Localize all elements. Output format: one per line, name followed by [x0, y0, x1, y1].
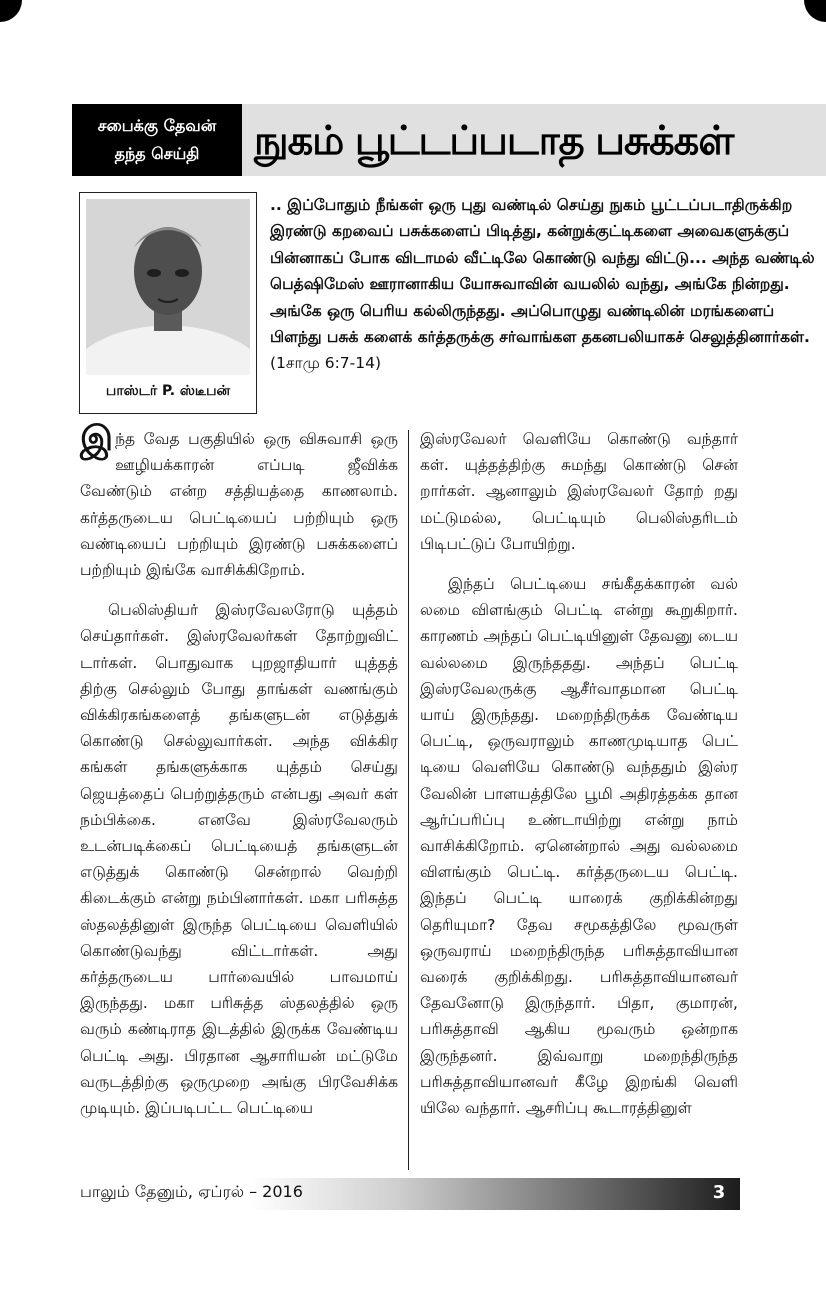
corner-mark-top-right: [804, 0, 826, 22]
corner-mark-top-left: [0, 0, 22, 22]
footer-publication: பாலும் தேனும், ஏப்ரல் – 2016: [80, 1182, 303, 1201]
left-paragraph-1: [80, 419, 398, 583]
footer-gradient-bar: [250, 1178, 740, 1210]
column-divider: [408, 430, 409, 1170]
author-photo-frame: [79, 192, 257, 414]
left-paragraph-1-text: ந்த வேத பகுதியில் ஒரு விசுவாசி ஒரு ஊழியக்காரன் எப்படி ஜீவிக்க வேண்டும் என்ற சத்தியத்தை காணலாம். கர்த்தருடைய பெட்டியைப் பற்றியும் ஒரு வண்டியைப் பற்றியும் இரண்டு பசுக்களைப் பற்றியும் இங்கே வாசிக்கிறோம்.: [80, 430, 398, 580]
page-number: 3: [712, 1182, 726, 1203]
article-column-left: [80, 419, 398, 1135]
article-title: நுகம் பூட்டப்படாத பசுக்கள்: [254, 118, 734, 164]
left-paragraph-2: பெலிஸ்தியர் இஸ்ரவேலரோடு யுத்தம் செய்தார்கள். இஸ்ரவேலர்கள் தோற்றுவிட் டார்கள். பொதுவாக புறஜாதியார் யுத்தத் திற்கு செல்லும் போது தாங்கள் வணங்கும் விக்கிரகங்களைத் தங்களுடன் எடுத்துக் கொண்டு செல்லுவார்கள். அந்த விக்கிர கங்கள் தங்களுக்காக யுத்தம் செய்து ஜெயத்தைப் பெற்றுத்தரும் என்பது அவர் கள் நம்பிக்கை. எனவே இஸ்ரவேலரும் உடன்படிக்கைப் பெட்டியைத் தங்களுடன் எடுத்துக் கொண்டு சென்றால் வெற்றி கிடைக்கும் என்று நம்பினார்கள். மகா பரிசுத்த ஸ்தலத்தினுள் இருந்த பெட்டியை வெளியில் கொண்டுவந்து விட்டார்கள். அது கர்த்தருடைய பார்வையில் பாவமாய் இருந்தது. மகா பரிசுத்த ஸ்தலத்தில் ஒரு வரும் கண்டிராத இடத்தில் இருக்க வேண்டிய பெட்டி அது. பிரதான ஆசாரியன் மட்டுமே வருடத்திற்கு ஒருமுறை அங்கு பிரவேசிக்க முடியும். இப்படிபட்ட பெட்டியை: [80, 601, 398, 1118]
drop-cap: இ: [80, 419, 114, 459]
section-badge-line2: தந்த செய்தி: [114, 144, 200, 163]
author-caption: பாஸ்டர் P. ஸ்டீபன்: [105, 383, 231, 399]
right-paragraph-1: இஸ்ரவேலர் வெளியே கொண்டு வந்தார் கள். யுத்தத்திற்கு சுமந்து கொண்டு சென் றார்கள். ஆனாலும் இஸ்ரவேலர் தோற் றது மட்டுமல்ல, பெட்டியும் பெலிஸ்தரிடம் பிடிபட்டுப் போயிற்று.: [420, 430, 738, 553]
article-column-right: [420, 426, 738, 1135]
author-portrait-icon: [86, 199, 250, 375]
scripture-quote: [270, 192, 822, 377]
scripture-reference: (1சாமு 6:7-14): [270, 354, 382, 373]
author-photo: [86, 199, 250, 375]
right-paragraph-2: இந்தப் பெட்டியை சங்கீதக்காரன் வல் லமை விளங்கும் பெட்டி என்று கூறுகிறார். காரணம் அந்தப் பெட்டியினுள் தேவனு டைய வல்லமை இருந்ததது. அந்தப் பெட்டி இஸ்ரவேலருக்கு ஆசீர்வாதமான பெட்டி யாய் இருந்தது. மறைந்திருக்க வேண்டிய பெட்டி, ஒருவராலும் காணமுடியாத பெட் டியை வெளியே கொண்டு வந்ததும் இஸ்ர வேலின் பாளயத்திலே பூமி அதிரத்தக்க தான ஆர்ப்பரிப்பு உண்டாயிற்று என்று நாம் வாசிக்கிறோம். ஏனென்றால் அது வல்லமை விளங்கும் பெட்டி. கர்த்தருடைய பெட்டி. இந்தப் பெட்டி யாரைக் குறிக்கின்றது தெரியுமா? தேவ சமூகத்திலே மூவருள் ஒருவராய் மறைந்திருந்த பரிசுத்தாவியான வரைக் குறிக்கிறது. பரிசுத்தாவியானவர் தேவனோடு இருந்தார். பிதா, குமாரன், பரிசுத்தாவி ஆகிய மூவரும் ஒன்றாக இருந்தனர். இவ்வாறு மறைந்திருந்த பரிசுத்தாவியானவர் கீழே இறங்கி வெளி யிலே வந்தார். ஆசரிப்பு கூடாரத்தினுள்: [420, 575, 738, 1118]
scripture-quote-text: .. இப்போதும் நீங்கள் ஒரு புது வண்டில் செய்து நுகம் பூட்டப்படாதிருக்கிற இரண்டு கறவைப் பசுக்களைப் பிடித்து, கன்றுக்குட்டிகளை அவைகளுக்குப் பின்னாகப் போக விடாமல் வீட்டிலே கொண்டு வந்து விட்டு... அந்த வண்டில் பெத்ஷிமேஸ் ஊரானாகிய யோசுவாவின் வயலில் வந்து, அங்கே நின்றது. அங்கே ஒரு பெரிய கல்லிருந்தது. அப்பொழுது வண்டிலின் மரங்களைப் பிளந்து பசுக் களைக் கர்த்தருக்கு சர்வாங்கள தகனபலியாகச் செலுத்தினார்கள்.: [270, 196, 815, 347]
section-badge-line1: சபைக்கு தேவன்: [97, 116, 217, 135]
section-badge: [72, 104, 242, 176]
